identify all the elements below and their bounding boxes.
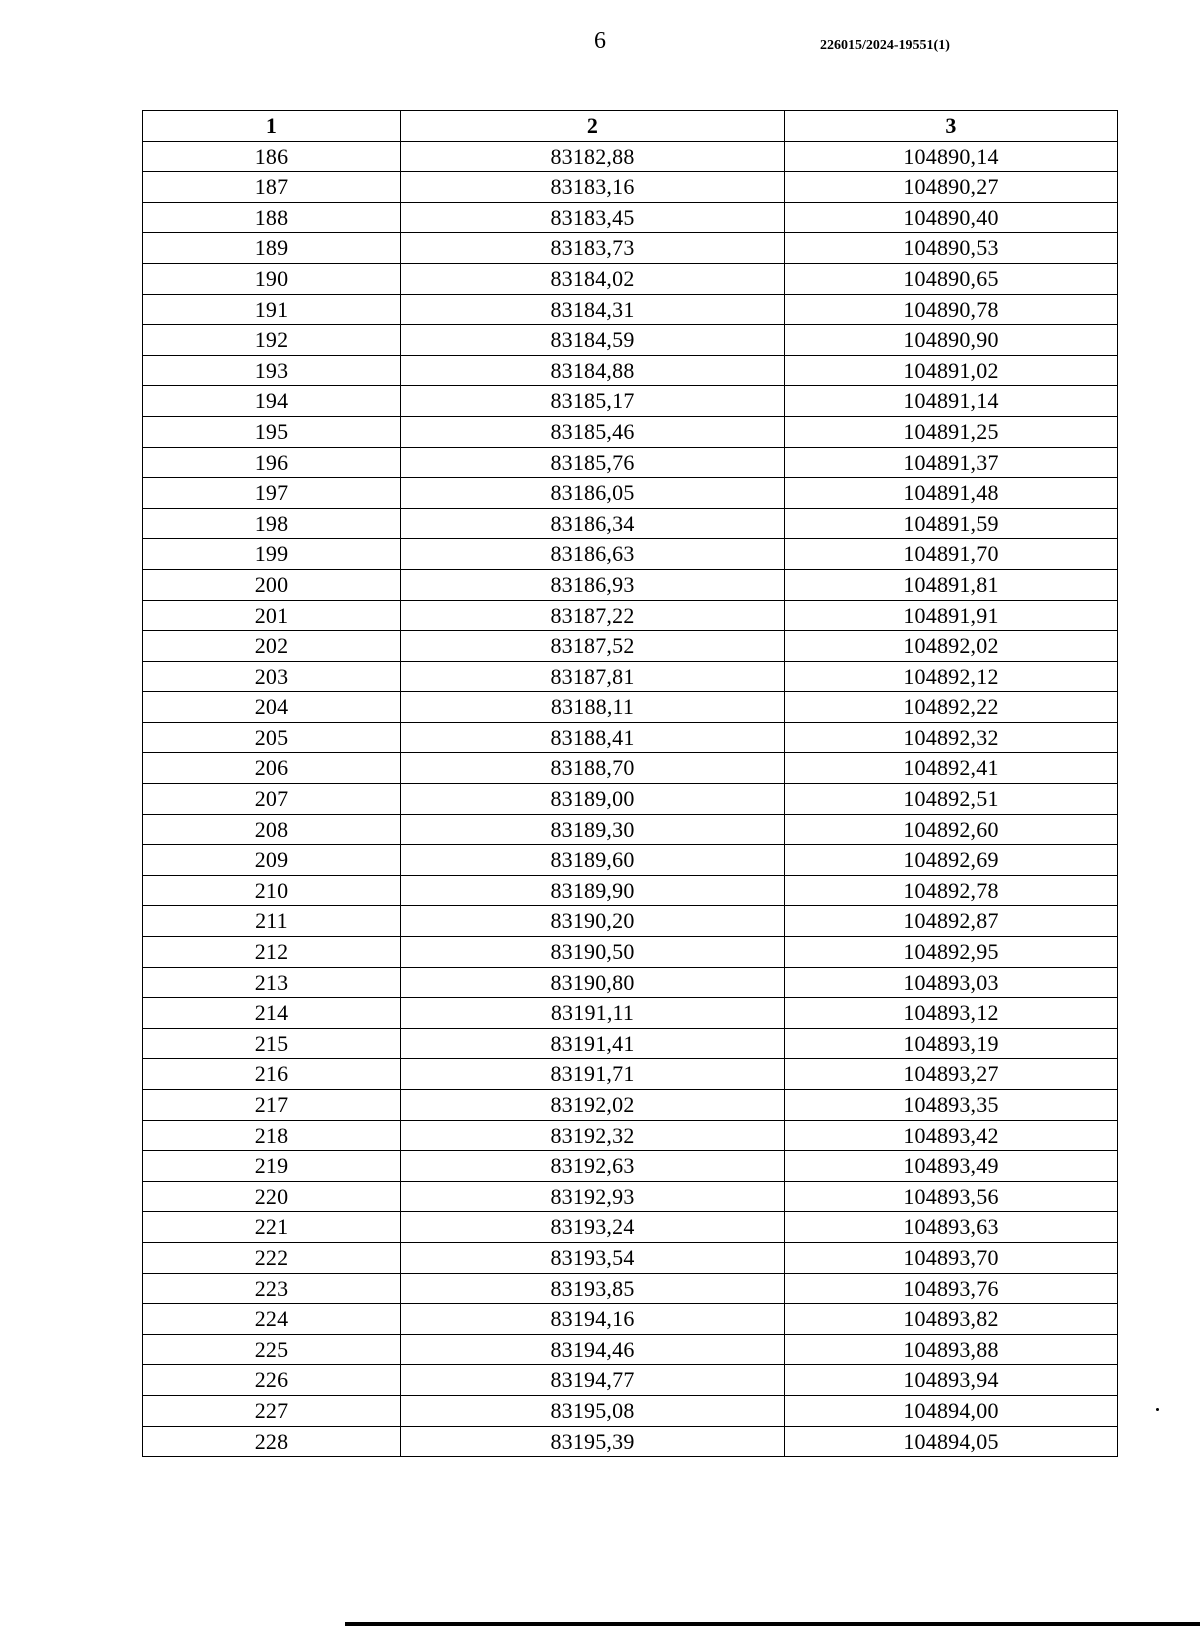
point-number-cell: 228 — [143, 1426, 401, 1457]
point-number-cell: 190 — [143, 263, 401, 294]
coordinates-table-container — [142, 110, 1117, 1457]
coordinate-y-cell: 104893,70 — [785, 1242, 1118, 1273]
coordinate-x-cell: 83190,20 — [401, 906, 785, 937]
coordinate-y-cell: 104891,02 — [785, 355, 1118, 386]
table-row — [143, 875, 1118, 906]
coordinate-y-cell: 104891,25 — [785, 416, 1118, 447]
coordinate-y-cell: 104892,12 — [785, 661, 1118, 692]
point-number-cell: 214 — [143, 998, 401, 1029]
table-row — [143, 1059, 1118, 1090]
coordinate-x-cell: 83194,16 — [401, 1304, 785, 1335]
coordinate-x-cell: 83187,81 — [401, 661, 785, 692]
coordinate-x-cell: 83190,50 — [401, 937, 785, 968]
coordinate-x-cell: 83192,93 — [401, 1181, 785, 1212]
table-row — [143, 294, 1118, 325]
table-row — [143, 539, 1118, 570]
coordinate-y-cell: 104893,76 — [785, 1273, 1118, 1304]
coordinate-y-cell: 104893,27 — [785, 1059, 1118, 1090]
coordinate-x-cell: 83194,77 — [401, 1365, 785, 1396]
document-code: 226015/2024-19551(1) — [820, 38, 950, 53]
coordinate-x-cell: 83185,17 — [401, 386, 785, 417]
table-row — [143, 478, 1118, 509]
point-number-cell: 226 — [143, 1365, 401, 1396]
coordinate-x-cell: 83195,39 — [401, 1426, 785, 1457]
table-row — [143, 1273, 1118, 1304]
point-number-cell: 223 — [143, 1273, 401, 1304]
coordinate-x-cell: 83193,54 — [401, 1242, 785, 1273]
coordinate-x-cell: 83193,85 — [401, 1273, 785, 1304]
coordinate-x-cell: 83188,11 — [401, 692, 785, 723]
coordinate-x-cell: 83186,93 — [401, 569, 785, 600]
point-number-cell: 194 — [143, 386, 401, 417]
table-row — [143, 722, 1118, 753]
scan-speck — [1156, 1408, 1159, 1411]
coordinate-y-cell: 104893,42 — [785, 1120, 1118, 1151]
coordinate-x-cell: 83183,73 — [401, 233, 785, 264]
coordinate-y-cell: 104891,48 — [785, 478, 1118, 509]
point-number-cell: 188 — [143, 202, 401, 233]
point-number-cell: 186 — [143, 141, 401, 172]
coordinate-y-cell: 104891,37 — [785, 447, 1118, 478]
coordinate-y-cell: 104893,35 — [785, 1090, 1118, 1121]
table-row — [143, 325, 1118, 356]
table-row — [143, 661, 1118, 692]
coordinate-y-cell: 104891,59 — [785, 508, 1118, 539]
coordinate-x-cell: 83189,60 — [401, 845, 785, 876]
point-number-cell: 212 — [143, 937, 401, 968]
point-number-cell: 196 — [143, 447, 401, 478]
coordinate-y-cell: 104890,14 — [785, 141, 1118, 172]
point-number-cell: 201 — [143, 600, 401, 631]
coordinate-y-cell: 104890,90 — [785, 325, 1118, 356]
coordinate-y-cell: 104893,88 — [785, 1334, 1118, 1365]
table-header — [143, 111, 1118, 142]
point-number-cell: 193 — [143, 355, 401, 386]
point-number-cell: 197 — [143, 478, 401, 509]
table-row — [143, 508, 1118, 539]
table-row — [143, 1426, 1118, 1457]
table-row — [143, 569, 1118, 600]
point-number-cell: 211 — [143, 906, 401, 937]
point-number-cell: 225 — [143, 1334, 401, 1365]
coordinate-y-cell: 104893,49 — [785, 1151, 1118, 1182]
point-number-cell: 198 — [143, 508, 401, 539]
point-number-cell: 210 — [143, 875, 401, 906]
table-row — [143, 355, 1118, 386]
table-row — [143, 233, 1118, 264]
table-row — [143, 1181, 1118, 1212]
point-number-cell: 205 — [143, 722, 401, 753]
point-number-cell: 213 — [143, 967, 401, 998]
table-row — [143, 967, 1118, 998]
coordinate-y-cell: 104893,56 — [785, 1181, 1118, 1212]
point-number-cell: 216 — [143, 1059, 401, 1090]
table-row — [143, 845, 1118, 876]
table-row — [143, 172, 1118, 203]
coordinate-x-cell: 83186,34 — [401, 508, 785, 539]
point-number-cell: 215 — [143, 1028, 401, 1059]
table-row — [143, 998, 1118, 1029]
point-number-cell: 199 — [143, 539, 401, 570]
column-header-1: 1 — [143, 111, 401, 142]
table-row — [143, 937, 1118, 968]
point-number-cell: 207 — [143, 784, 401, 815]
coordinate-x-cell: 83185,76 — [401, 447, 785, 478]
coordinate-x-cell: 83193,24 — [401, 1212, 785, 1243]
coordinate-x-cell: 83184,02 — [401, 263, 785, 294]
point-number-cell: 220 — [143, 1181, 401, 1212]
coordinate-y-cell: 104892,60 — [785, 814, 1118, 845]
coordinate-y-cell: 104894,05 — [785, 1426, 1118, 1457]
coordinates-table — [142, 110, 1118, 1457]
table-row — [143, 1120, 1118, 1151]
table-row — [143, 1090, 1118, 1121]
point-number-cell: 222 — [143, 1242, 401, 1273]
point-number-cell: 224 — [143, 1304, 401, 1335]
coordinate-x-cell: 83189,30 — [401, 814, 785, 845]
table-body — [143, 141, 1118, 1457]
bottom-scan-edge — [345, 1622, 1200, 1626]
coordinate-x-cell: 83191,41 — [401, 1028, 785, 1059]
table-row — [143, 447, 1118, 478]
coordinate-y-cell: 104893,94 — [785, 1365, 1118, 1396]
coordinate-y-cell: 104891,81 — [785, 569, 1118, 600]
coordinate-y-cell: 104893,19 — [785, 1028, 1118, 1059]
table-row — [143, 692, 1118, 723]
point-number-cell: 187 — [143, 172, 401, 203]
column-header-2: 2 — [401, 111, 785, 142]
coordinate-y-cell: 104892,69 — [785, 845, 1118, 876]
coordinate-x-cell: 83184,31 — [401, 294, 785, 325]
coordinate-x-cell: 83183,16 — [401, 172, 785, 203]
coordinate-y-cell: 104893,03 — [785, 967, 1118, 998]
table-row — [143, 753, 1118, 784]
point-number-cell: 202 — [143, 631, 401, 662]
table-row — [143, 906, 1118, 937]
point-number-cell: 204 — [143, 692, 401, 723]
table-row — [143, 814, 1118, 845]
header-row — [143, 111, 1118, 142]
coordinate-x-cell: 83191,71 — [401, 1059, 785, 1090]
point-number-cell: 208 — [143, 814, 401, 845]
coordinate-x-cell: 83189,00 — [401, 784, 785, 815]
coordinate-y-cell: 104891,70 — [785, 539, 1118, 570]
page-number: 6 — [594, 28, 606, 54]
table-row — [143, 631, 1118, 662]
table-row — [143, 1212, 1118, 1243]
coordinate-x-cell: 83188,41 — [401, 722, 785, 753]
point-number-cell: 191 — [143, 294, 401, 325]
coordinate-x-cell: 83192,63 — [401, 1151, 785, 1182]
table-row — [143, 1242, 1118, 1273]
table-row — [143, 386, 1118, 417]
coordinate-x-cell: 83192,32 — [401, 1120, 785, 1151]
coordinate-x-cell: 83192,02 — [401, 1090, 785, 1121]
point-number-cell: 206 — [143, 753, 401, 784]
table-row — [143, 1365, 1118, 1396]
coordinate-y-cell: 104893,12 — [785, 998, 1118, 1029]
coordinate-x-cell: 83194,46 — [401, 1334, 785, 1365]
coordinate-y-cell: 104891,14 — [785, 386, 1118, 417]
coordinate-x-cell: 83188,70 — [401, 753, 785, 784]
coordinate-x-cell: 83187,22 — [401, 600, 785, 631]
coordinate-y-cell: 104892,78 — [785, 875, 1118, 906]
coordinate-y-cell: 104890,65 — [785, 263, 1118, 294]
coordinate-y-cell: 104892,32 — [785, 722, 1118, 753]
coordinate-y-cell: 104890,78 — [785, 294, 1118, 325]
point-number-cell: 192 — [143, 325, 401, 356]
point-number-cell: 227 — [143, 1395, 401, 1426]
table-row — [143, 416, 1118, 447]
point-number-cell: 219 — [143, 1151, 401, 1182]
point-number-cell: 218 — [143, 1120, 401, 1151]
table-row — [143, 263, 1118, 294]
table-row — [143, 1151, 1118, 1182]
coordinate-y-cell: 104892,02 — [785, 631, 1118, 662]
coordinate-x-cell: 83183,45 — [401, 202, 785, 233]
coordinate-x-cell: 83195,08 — [401, 1395, 785, 1426]
point-number-cell: 217 — [143, 1090, 401, 1121]
coordinate-y-cell: 104893,63 — [785, 1212, 1118, 1243]
coordinate-y-cell: 104892,87 — [785, 906, 1118, 937]
coordinate-x-cell: 83190,80 — [401, 967, 785, 998]
coordinate-x-cell: 83182,88 — [401, 141, 785, 172]
coordinate-x-cell: 83184,88 — [401, 355, 785, 386]
coordinate-x-cell: 83185,46 — [401, 416, 785, 447]
table-row — [143, 784, 1118, 815]
point-number-cell: 209 — [143, 845, 401, 876]
table-row — [143, 1028, 1118, 1059]
table-row — [143, 1395, 1118, 1426]
coordinate-x-cell: 83191,11 — [401, 998, 785, 1029]
coordinate-y-cell: 104892,22 — [785, 692, 1118, 723]
point-number-cell: 189 — [143, 233, 401, 264]
table-row — [143, 1334, 1118, 1365]
coordinate-x-cell: 83186,05 — [401, 478, 785, 509]
table-row — [143, 600, 1118, 631]
column-header-3: 3 — [785, 111, 1118, 142]
coordinate-y-cell: 104890,53 — [785, 233, 1118, 264]
coordinate-y-cell: 104891,91 — [785, 600, 1118, 631]
point-number-cell: 203 — [143, 661, 401, 692]
coordinate-x-cell: 83189,90 — [401, 875, 785, 906]
coordinate-x-cell: 83187,52 — [401, 631, 785, 662]
coordinate-y-cell: 104892,41 — [785, 753, 1118, 784]
coordinate-y-cell: 104890,27 — [785, 172, 1118, 203]
coordinate-y-cell: 104894,00 — [785, 1395, 1118, 1426]
coordinate-y-cell: 104892,51 — [785, 784, 1118, 815]
point-number-cell: 221 — [143, 1212, 401, 1243]
coordinate-y-cell: 104892,95 — [785, 937, 1118, 968]
point-number-cell: 200 — [143, 569, 401, 600]
coordinate-x-cell: 83186,63 — [401, 539, 785, 570]
coordinate-x-cell: 83184,59 — [401, 325, 785, 356]
coordinate-y-cell: 104890,40 — [785, 202, 1118, 233]
point-number-cell: 195 — [143, 416, 401, 447]
table-row — [143, 141, 1118, 172]
table-row — [143, 1304, 1118, 1335]
table-row — [143, 202, 1118, 233]
coordinate-y-cell: 104893,82 — [785, 1304, 1118, 1335]
